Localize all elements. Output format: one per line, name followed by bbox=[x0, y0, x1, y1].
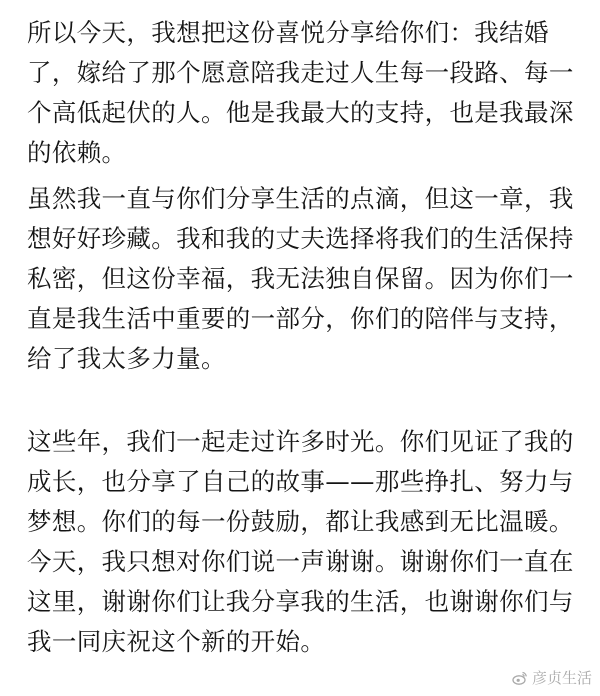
text-line: 今天，我只想对你们说一声谢谢。谢谢你们一直在 bbox=[27, 547, 574, 576]
text-line: 私密，但这份幸福，我无法独自保留。因为你们一 bbox=[27, 264, 574, 293]
text-line: 我一同庆祝这个新的开始。 bbox=[27, 627, 326, 656]
text-line: 梦想。你们的每一份鼓励，都让我感到无比温暖。 bbox=[27, 507, 574, 536]
text-line: 直是我生活中重要的一部分，你们的陪伴与支持， bbox=[27, 304, 574, 333]
text-line: 虽然我一直与你们分享生活的点滴，但这一章，我 bbox=[27, 184, 574, 213]
text-line: 给了我太多力量。 bbox=[27, 344, 226, 373]
text-line: 这里，谢谢你们让我分享我的生活，也谢谢你们与 bbox=[27, 587, 574, 616]
text-line: 成长，也分享了自己的故事——那些挣扎、努力与 bbox=[27, 467, 574, 496]
watermark bbox=[512, 667, 592, 688]
text-line: 的依赖。 bbox=[27, 138, 127, 167]
weibo-logo-icon bbox=[512, 670, 528, 686]
text-line: 这些年，我们一起走过许多时光。你们见证了我的 bbox=[27, 427, 574, 456]
text-line: 个高低起伏的人。他是我最大的支持，也是我最深 bbox=[27, 98, 574, 127]
text-line: 了，嫁给了那个愿意陪我走过人生每一段路、每一 bbox=[27, 58, 574, 87]
text-line: 所以今天，我想把这份喜悦分享给你们：我结婚 bbox=[27, 18, 549, 47]
text-line: 想好好珍藏。我和我的丈夫选择将我们的生活保持 bbox=[27, 224, 574, 253]
watermark-text: 彦贞生活 bbox=[531, 669, 592, 687]
